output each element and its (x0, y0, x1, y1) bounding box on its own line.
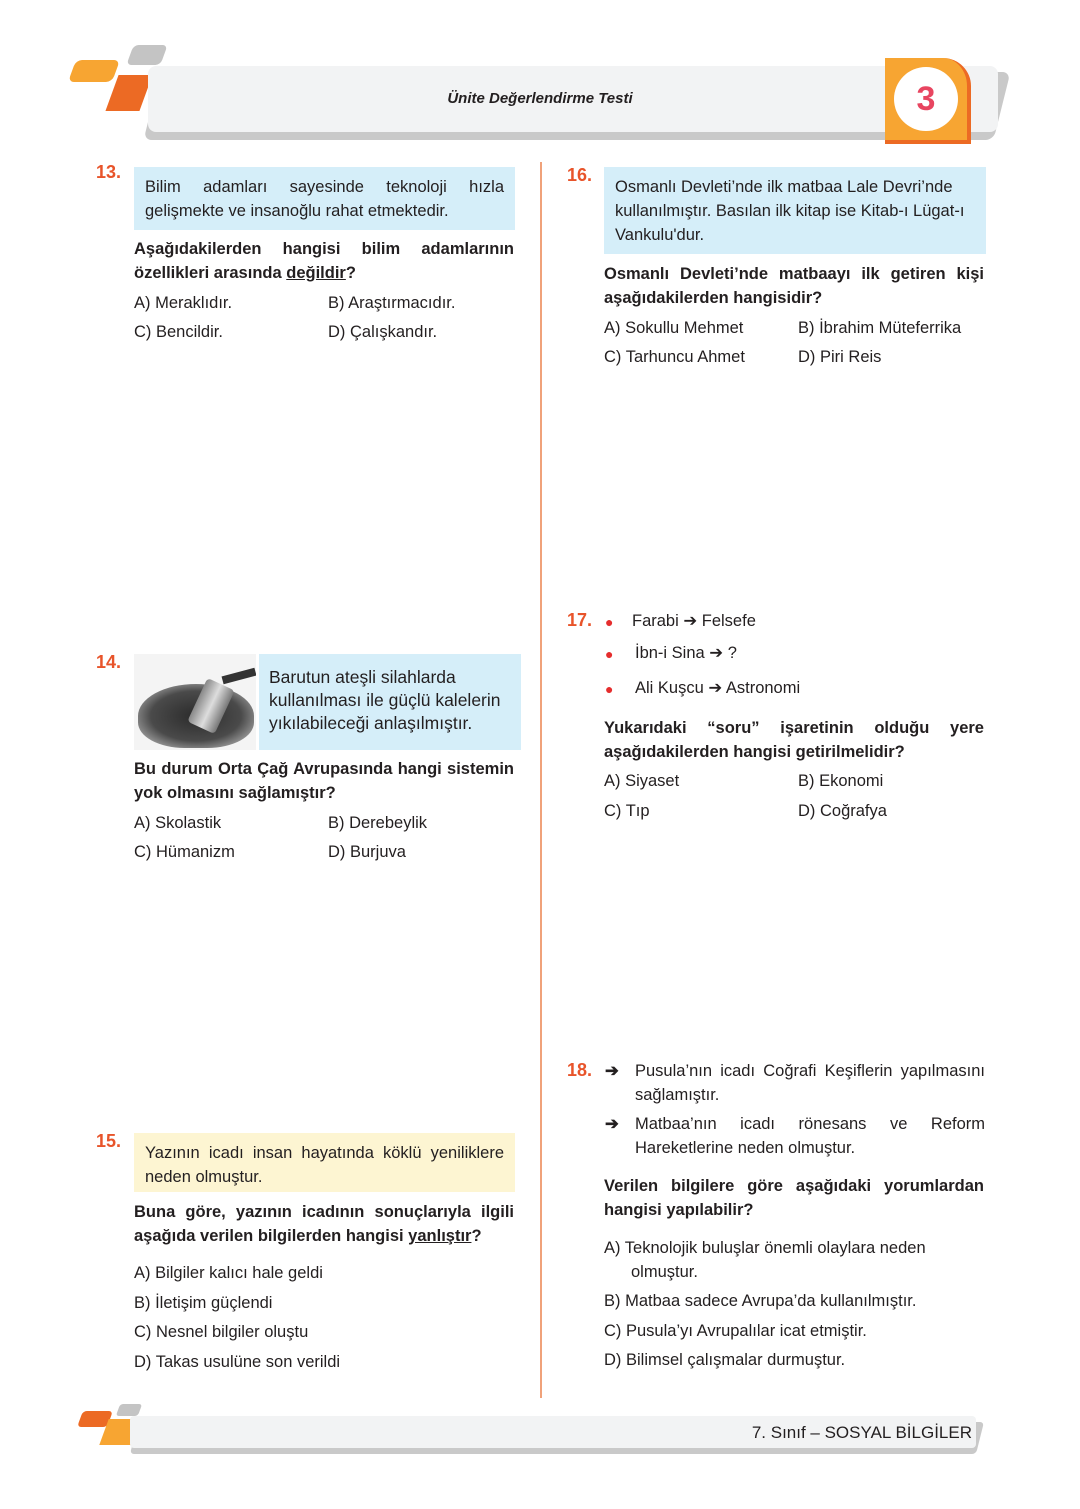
bullet-icon: ● (605, 614, 614, 630)
option-c[interactable]: C) Nesnel bilgiler oluştu (134, 1323, 309, 1341)
logo-shape (126, 45, 167, 65)
unit-number: 3 (894, 67, 958, 131)
info-box: Bilim adamları sayesinde teknoloji hızla gelişmekte ve insanoğlu rahat etmektedir. (134, 167, 515, 230)
question-text: Bu durum Orta Çağ Avrupasında hangi sistemin yok olmasını sağlamıştır? (134, 760, 514, 802)
option-d[interactable]: D) Piri Reis (798, 348, 882, 366)
arrow-icon: ➔ (605, 1115, 619, 1133)
option-d[interactable]: D) Bilimsel çalışmalar durmuştur. (604, 1351, 846, 1369)
question-text: Yukarıdaki “soru” işaretinin olduğu yere aşağıdakilerden hangisi getirilmelidir? (604, 719, 984, 761)
option-b[interactable]: B) Araştırmacıdır. (328, 294, 456, 312)
option-c[interactable]: C) Pusula’yı Avrupalılar icat etmiştir. (604, 1322, 867, 1340)
gunpowder-image (134, 654, 256, 750)
logo-shape (68, 60, 120, 82)
option-a[interactable]: A) Teknolojik buluşlar önemli olaylara neden olmuştur. (604, 1239, 926, 1281)
list-item: Matbaa’nın icadı rönesans ve Reform Hareketlerine neden olmuştur. (635, 1115, 985, 1157)
info-box: Barutun ateşli silahlarda kullanılması ile güçlü kalelerin yıkılabileceği anlaşılmıştır. (259, 654, 521, 750)
option-c[interactable]: C) Hümanizm (134, 843, 235, 861)
list-item: İbn-i Sina ➔ ? (635, 644, 737, 662)
question-number: 15. (96, 1131, 122, 1151)
unit-badge (885, 58, 971, 144)
arrow-icon: ➔ (605, 1062, 619, 1080)
bullet-icon: ● (605, 681, 614, 697)
question-text: Buna göre, yazının icadının sonuçlarıyla ilgili aşağıda verilen bilgilerden hangisi yanlıştır? (134, 1203, 514, 1245)
question-number: 16. (567, 165, 593, 185)
option-a[interactable]: A) Skolastik (134, 814, 222, 832)
option-a[interactable]: A) Siyaset (604, 772, 680, 790)
option-c[interactable]: C) Tarhuncu Ahmet (604, 348, 745, 366)
option-d[interactable]: D) Takas usulüne son verildi (134, 1353, 341, 1371)
option-b[interactable]: B) İbrahim Müteferrika (798, 319, 962, 337)
column-divider (540, 162, 542, 1398)
option-c[interactable]: C) Bencildir. (134, 323, 223, 341)
question-text: Osmanlı Devleti’nde matbaayı ilk getiren kişi aşağıdakilerden hangisidir? (604, 265, 984, 307)
info-box: Osmanlı Devleti’nde ilk matbaa Lale Devri’nde kullanılmıştır. Basılan ilk kitap ise Kitab-ı Lügat-ı Vankulu'dur. (604, 167, 986, 254)
option-b[interactable]: B) Derebeylik (328, 814, 428, 832)
info-box: Yazının icadı insan hayatında köklü yeniliklere neden olmuştur. (134, 1133, 515, 1192)
list-item: Pusula’nın icadı Coğrafi Keşiflerin yapılmasını sağlamıştır. (635, 1062, 985, 1104)
question-number: 14. (96, 652, 122, 672)
header-title: Ünite Değerlendirme Testi (447, 90, 633, 107)
question-number: 18. (567, 1060, 593, 1080)
option-c[interactable]: C) Tıp (604, 802, 650, 820)
option-a[interactable]: A) Sokullu Mehmet (604, 319, 744, 337)
bullet-icon: ● (605, 646, 614, 662)
question-number: 13. (96, 162, 122, 182)
option-d[interactable]: D) Coğrafya (798, 802, 887, 820)
option-d[interactable]: D) Çalışkandır. (328, 323, 438, 341)
option-b[interactable]: B) İletişim güçlendi (134, 1294, 273, 1312)
logo-shape (105, 75, 152, 111)
logo-shape (116, 1404, 142, 1416)
footer-subject: 7. Sınıf – SOSYAL BİLGİLER (751, 1423, 972, 1442)
question-text: Aşağıdakilerden hangisi bilim adamlarının özellikleri arasında değildir? (134, 240, 514, 282)
option-d[interactable]: D) Burjuva (328, 843, 406, 861)
option-a[interactable]: A) Bilgiler kalıcı hale geldi (134, 1264, 323, 1282)
option-b[interactable]: B) Ekonomi (798, 772, 884, 790)
option-b[interactable]: B) Matbaa sadece Avrupa’da kullanılmıştır. (604, 1292, 917, 1310)
option-a[interactable]: A) Meraklıdır. (134, 294, 233, 312)
list-item: Farabi ➔ Felsefe (632, 612, 756, 630)
list-item: Ali Kuşcu ➔ Astronomi (635, 679, 801, 697)
question-text: Verilen bilgilere göre aşağıdaki yorumlardan hangisi yapılabilir? (604, 1177, 984, 1219)
question-number: 17. (567, 610, 593, 630)
